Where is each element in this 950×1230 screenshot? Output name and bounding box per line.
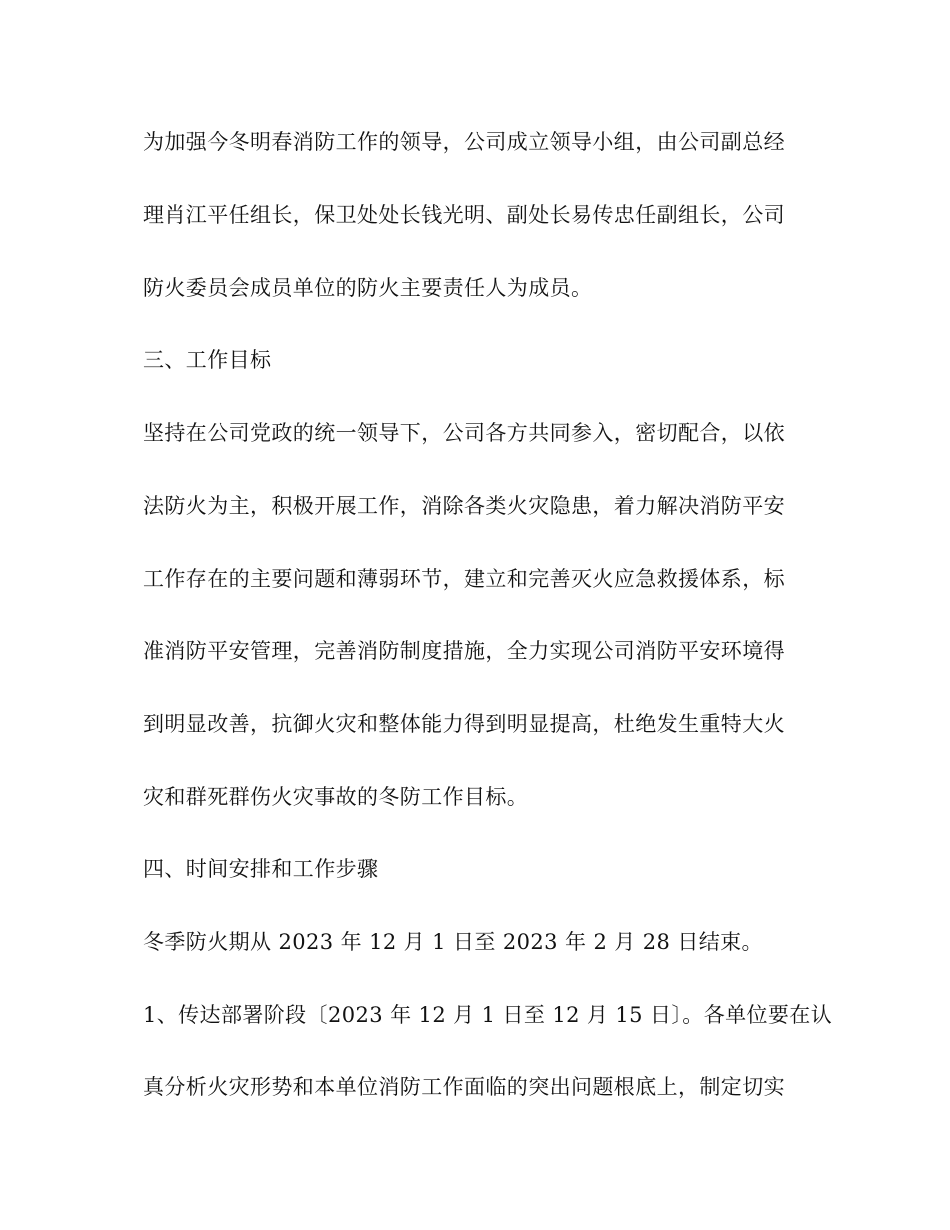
paragraph-line: 法防火为主，积极开展工作，消除各类火灾隐患，着力解决消防平安 (143, 494, 785, 518)
paragraph-line: 到明显改善，抗御火灾和整体能力得到明显提高，杜绝发生重特大火 (143, 712, 785, 736)
paragraph-line: 坚持在公司党政的统一领导下，公司各方共同参入，密切配合，以依 (143, 421, 785, 445)
section-heading: 三、工作目标 (143, 348, 272, 372)
paragraph-line: 工作存在的主要问题和薄弱环节，建立和完善灭火应急救援体系，标 (143, 567, 785, 591)
paragraph-line: 准消防平安管理，完善消防制度措施，全力实现公司消防平安环境得 (143, 639, 785, 663)
paragraph-line: 1、传达部署阶段〔2023 年 12 月 1 日至 12 月 15 日〕。各单位要在认 (143, 1003, 833, 1027)
paragraph-line: 冬季防火期从 2023 年 12 月 1 日至 2023 年 2 月 28 日结束。 (143, 930, 763, 954)
paragraph-line: 为加强今冬明春消防工作的领导，公司成立领导小组，由公司副总经 (143, 130, 785, 154)
paragraph-line: 灾和群死群伤火灾事故的冬防工作目标。 (143, 785, 529, 809)
paragraph-line: 防火委员会成员单位的防火主要责任人为成员。 (143, 276, 593, 300)
paragraph-line: 理肖江平任组长，保卫处处长钱光明、副处长易传忠任副组长，公司 (143, 203, 785, 227)
paragraph-line: 真分析火灾形势和本单位消防工作面临的突出问题根底上，制定切实 (143, 1075, 785, 1099)
section-heading: 四、时间安排和工作步骤 (143, 857, 379, 881)
